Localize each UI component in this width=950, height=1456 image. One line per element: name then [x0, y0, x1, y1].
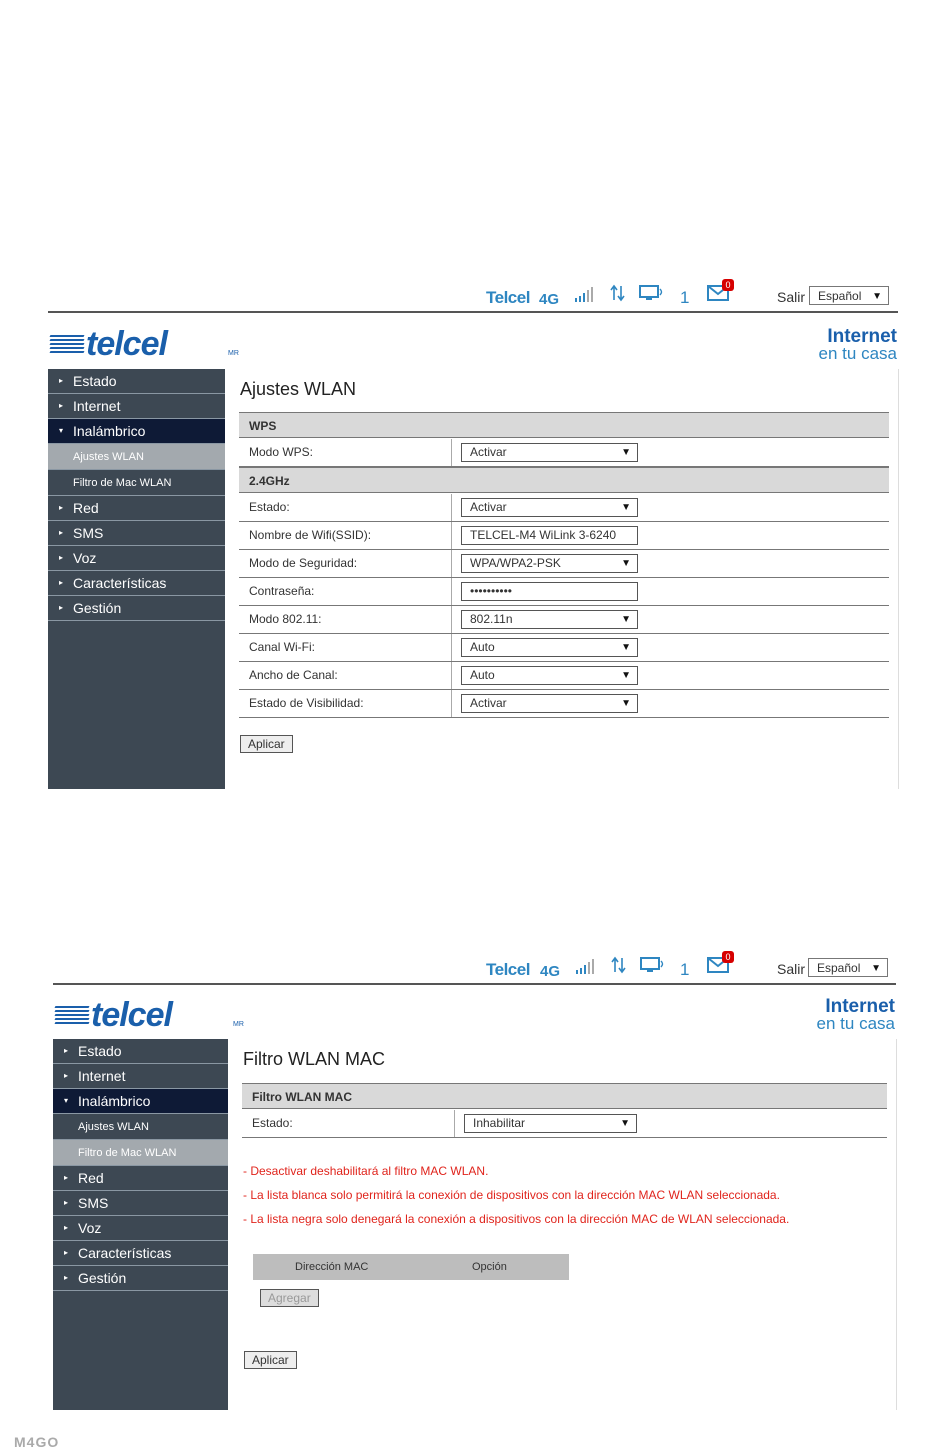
language-value: Español: [818, 289, 862, 303]
nav-ajustes-wlan[interactable]: Ajustes WLAN: [48, 444, 225, 470]
internet-en-tu-casa-logo: Internet en tu casa: [816, 996, 895, 1033]
security-mode-row: Modo de Seguridad: WPA/WPA2-PSK ▼: [239, 550, 889, 578]
ssid-input[interactable]: TELCEL-M4 WiLink 3-6240: [461, 526, 638, 545]
note-blacklist: - La lista negra solo denegará la conexión a dispositivos con la dirección MAC de WLAN seleccionada.: [243, 1212, 790, 1226]
channel-select[interactable]: Auto ▼: [461, 638, 638, 657]
signal-icon: [576, 958, 598, 974]
ssid-row: Nombre de Wifi(SSID): TELCEL-M4 WiLink 3-6240: [239, 522, 889, 550]
chevron-down-icon: ▼: [621, 642, 631, 653]
col-mac-address: Dirección MAC: [295, 1261, 369, 1273]
signal-icon: [575, 286, 597, 302]
nav-filtro-mac[interactable]: Filtro de Mac WLAN: [53, 1140, 228, 1166]
nav-internet[interactable]: ▸ Internet: [53, 1064, 228, 1089]
status-bar: [0, 952, 950, 992]
chevron-down-icon: ▼: [872, 291, 882, 302]
nav-caracteristicas[interactable]: ▸ Características: [48, 571, 225, 596]
nav-sms[interactable]: ▸ SMS: [53, 1191, 228, 1216]
apply-button[interactable]: Aplicar: [244, 1351, 297, 1369]
exit-link[interactable]: Salir: [777, 961, 806, 977]
page-title: Ajustes WLAN: [240, 379, 357, 399]
wps-mode-row: [239, 439, 889, 467]
sidebar: [53, 1039, 228, 1410]
exit-link[interactable]: Salir: [777, 289, 806, 305]
nav-caracteristicas[interactable]: ▸ Características: [53, 1241, 228, 1266]
header-divider: [53, 983, 896, 985]
chevron-down-icon: ▼: [621, 614, 631, 625]
carrier-name: Telcel: [486, 960, 530, 979]
nav-ajustes-wlan[interactable]: Ajustes WLAN: [53, 1114, 228, 1140]
chevron-down-icon: ▼: [621, 558, 631, 569]
security-mode-select[interactable]: WPA/WPA2-PSK ▼: [461, 554, 638, 573]
channel-width-select[interactable]: Auto ▼: [461, 666, 638, 685]
wlan-settings-panel: [225, 369, 899, 789]
chevron-down-icon: ▼: [620, 1118, 630, 1129]
data-transfer-icon: [609, 284, 627, 302]
data-transfer-icon: [610, 956, 628, 974]
status-bar: [0, 280, 950, 320]
sms-button[interactable]: [707, 952, 731, 973]
internet-en-tu-casa-logo: Internet en tu casa: [818, 326, 897, 363]
sidebar: [48, 369, 225, 789]
nav-estado[interactable]: ▸ Estado: [48, 369, 225, 394]
sms-badge: 0: [722, 279, 734, 291]
language-value: Español: [817, 961, 861, 975]
chevron-down-icon: ▼: [621, 502, 631, 513]
chevron-down-icon: ▼: [871, 963, 881, 974]
col-option: Opción: [472, 1261, 507, 1273]
mac-section-header: Filtro WLAN MAC: [242, 1083, 887, 1109]
note-whitelist: - La lista blanca solo permitirá la conexión de dispositivos con la dirección MAC WLAN seleccionada.: [243, 1188, 780, 1202]
band-section-header: 2.4GHz: [239, 467, 889, 493]
connected-count: 1: [680, 960, 690, 979]
page-title: Filtro WLAN MAC: [243, 1049, 386, 1069]
nav-filtro-mac[interactable]: Filtro de Mac WLAN: [48, 470, 225, 496]
devices-icon[interactable]: [639, 284, 665, 302]
estado-select[interactable]: Activar ▼: [461, 498, 638, 517]
language-select[interactable]: [808, 958, 888, 977]
add-button[interactable]: Agregar: [260, 1289, 319, 1307]
visibility-row: Estado de Visibilidad: Activar ▼: [239, 690, 889, 718]
channel-row: Canal Wi-Fi: Auto ▼: [239, 634, 889, 662]
chevron-down-icon: ▼: [621, 698, 631, 709]
nav-inalambrico[interactable]: ▾ Inalámbrico: [48, 419, 225, 444]
language-select[interactable]: [809, 286, 889, 305]
nav-inalambrico[interactable]: ▾ Inalámbrico: [53, 1089, 228, 1114]
logo-bars-icon: [50, 335, 84, 357]
network-type: 4G: [540, 963, 561, 980]
chevron-down-icon: ▼: [621, 670, 631, 681]
mac-table-header: [253, 1254, 569, 1280]
telcel-logo: telcel MR: [50, 325, 265, 370]
mode-80211-select[interactable]: 802.11n ▼: [461, 610, 638, 629]
logo-bars-icon: [55, 1006, 89, 1028]
nav-estado[interactable]: ▸ Estado: [53, 1039, 228, 1064]
channel-width-row: Ancho de Canal: Auto ▼: [239, 662, 889, 690]
nav-voz[interactable]: ▸ Voz: [53, 1216, 228, 1241]
carrier-name: Telcel: [486, 288, 530, 307]
password-input[interactable]: ••••••••••: [461, 582, 638, 601]
note-disable: - Desactivar deshabilitará al filtro MAC WLAN.: [243, 1164, 489, 1178]
nav-gestion[interactable]: ▸ Gestión: [53, 1266, 228, 1291]
visibility-select[interactable]: Activar ▼: [461, 694, 638, 713]
connected-count: 1: [680, 288, 690, 307]
devices-icon[interactable]: [640, 956, 666, 974]
nav-gestion[interactable]: ▸ Gestión: [48, 596, 225, 621]
nav-red[interactable]: ▸ Red: [53, 1166, 228, 1191]
wps-mode-label: Modo WPS:: [249, 445, 314, 459]
header-divider: [48, 311, 898, 313]
network-type: 4G: [539, 291, 560, 308]
mode-80211-row: Modo 802.11: 802.11n ▼: [239, 606, 889, 634]
mac-filter-panel: [228, 1039, 897, 1410]
sms-button[interactable]: [707, 280, 731, 301]
mac-estado-select[interactable]: Inhabilitar ▼: [464, 1114, 637, 1133]
password-row: Contraseña: ••••••••••: [239, 578, 889, 606]
nav-internet[interactable]: ▸ Internet: [48, 394, 225, 419]
chevron-down-icon: ▼: [621, 447, 631, 458]
apply-button[interactable]: Aplicar: [240, 735, 293, 753]
nav-voz[interactable]: ▸ Voz: [48, 546, 225, 571]
mac-estado-row: Estado: Inhabilitar ▼: [242, 1110, 887, 1138]
nav-red[interactable]: ▸ Red: [48, 496, 225, 521]
wps-mode-select[interactable]: Activar ▼: [461, 443, 638, 462]
wps-section-header: WPS: [239, 412, 889, 438]
sms-badge: 0: [722, 951, 734, 963]
telcel-logo: telcel MR: [55, 996, 270, 1041]
nav-sms[interactable]: ▸ SMS: [48, 521, 225, 546]
footer-logo: M4GO: [14, 1434, 60, 1450]
estado-row: Estado: Activar ▼: [239, 494, 889, 522]
